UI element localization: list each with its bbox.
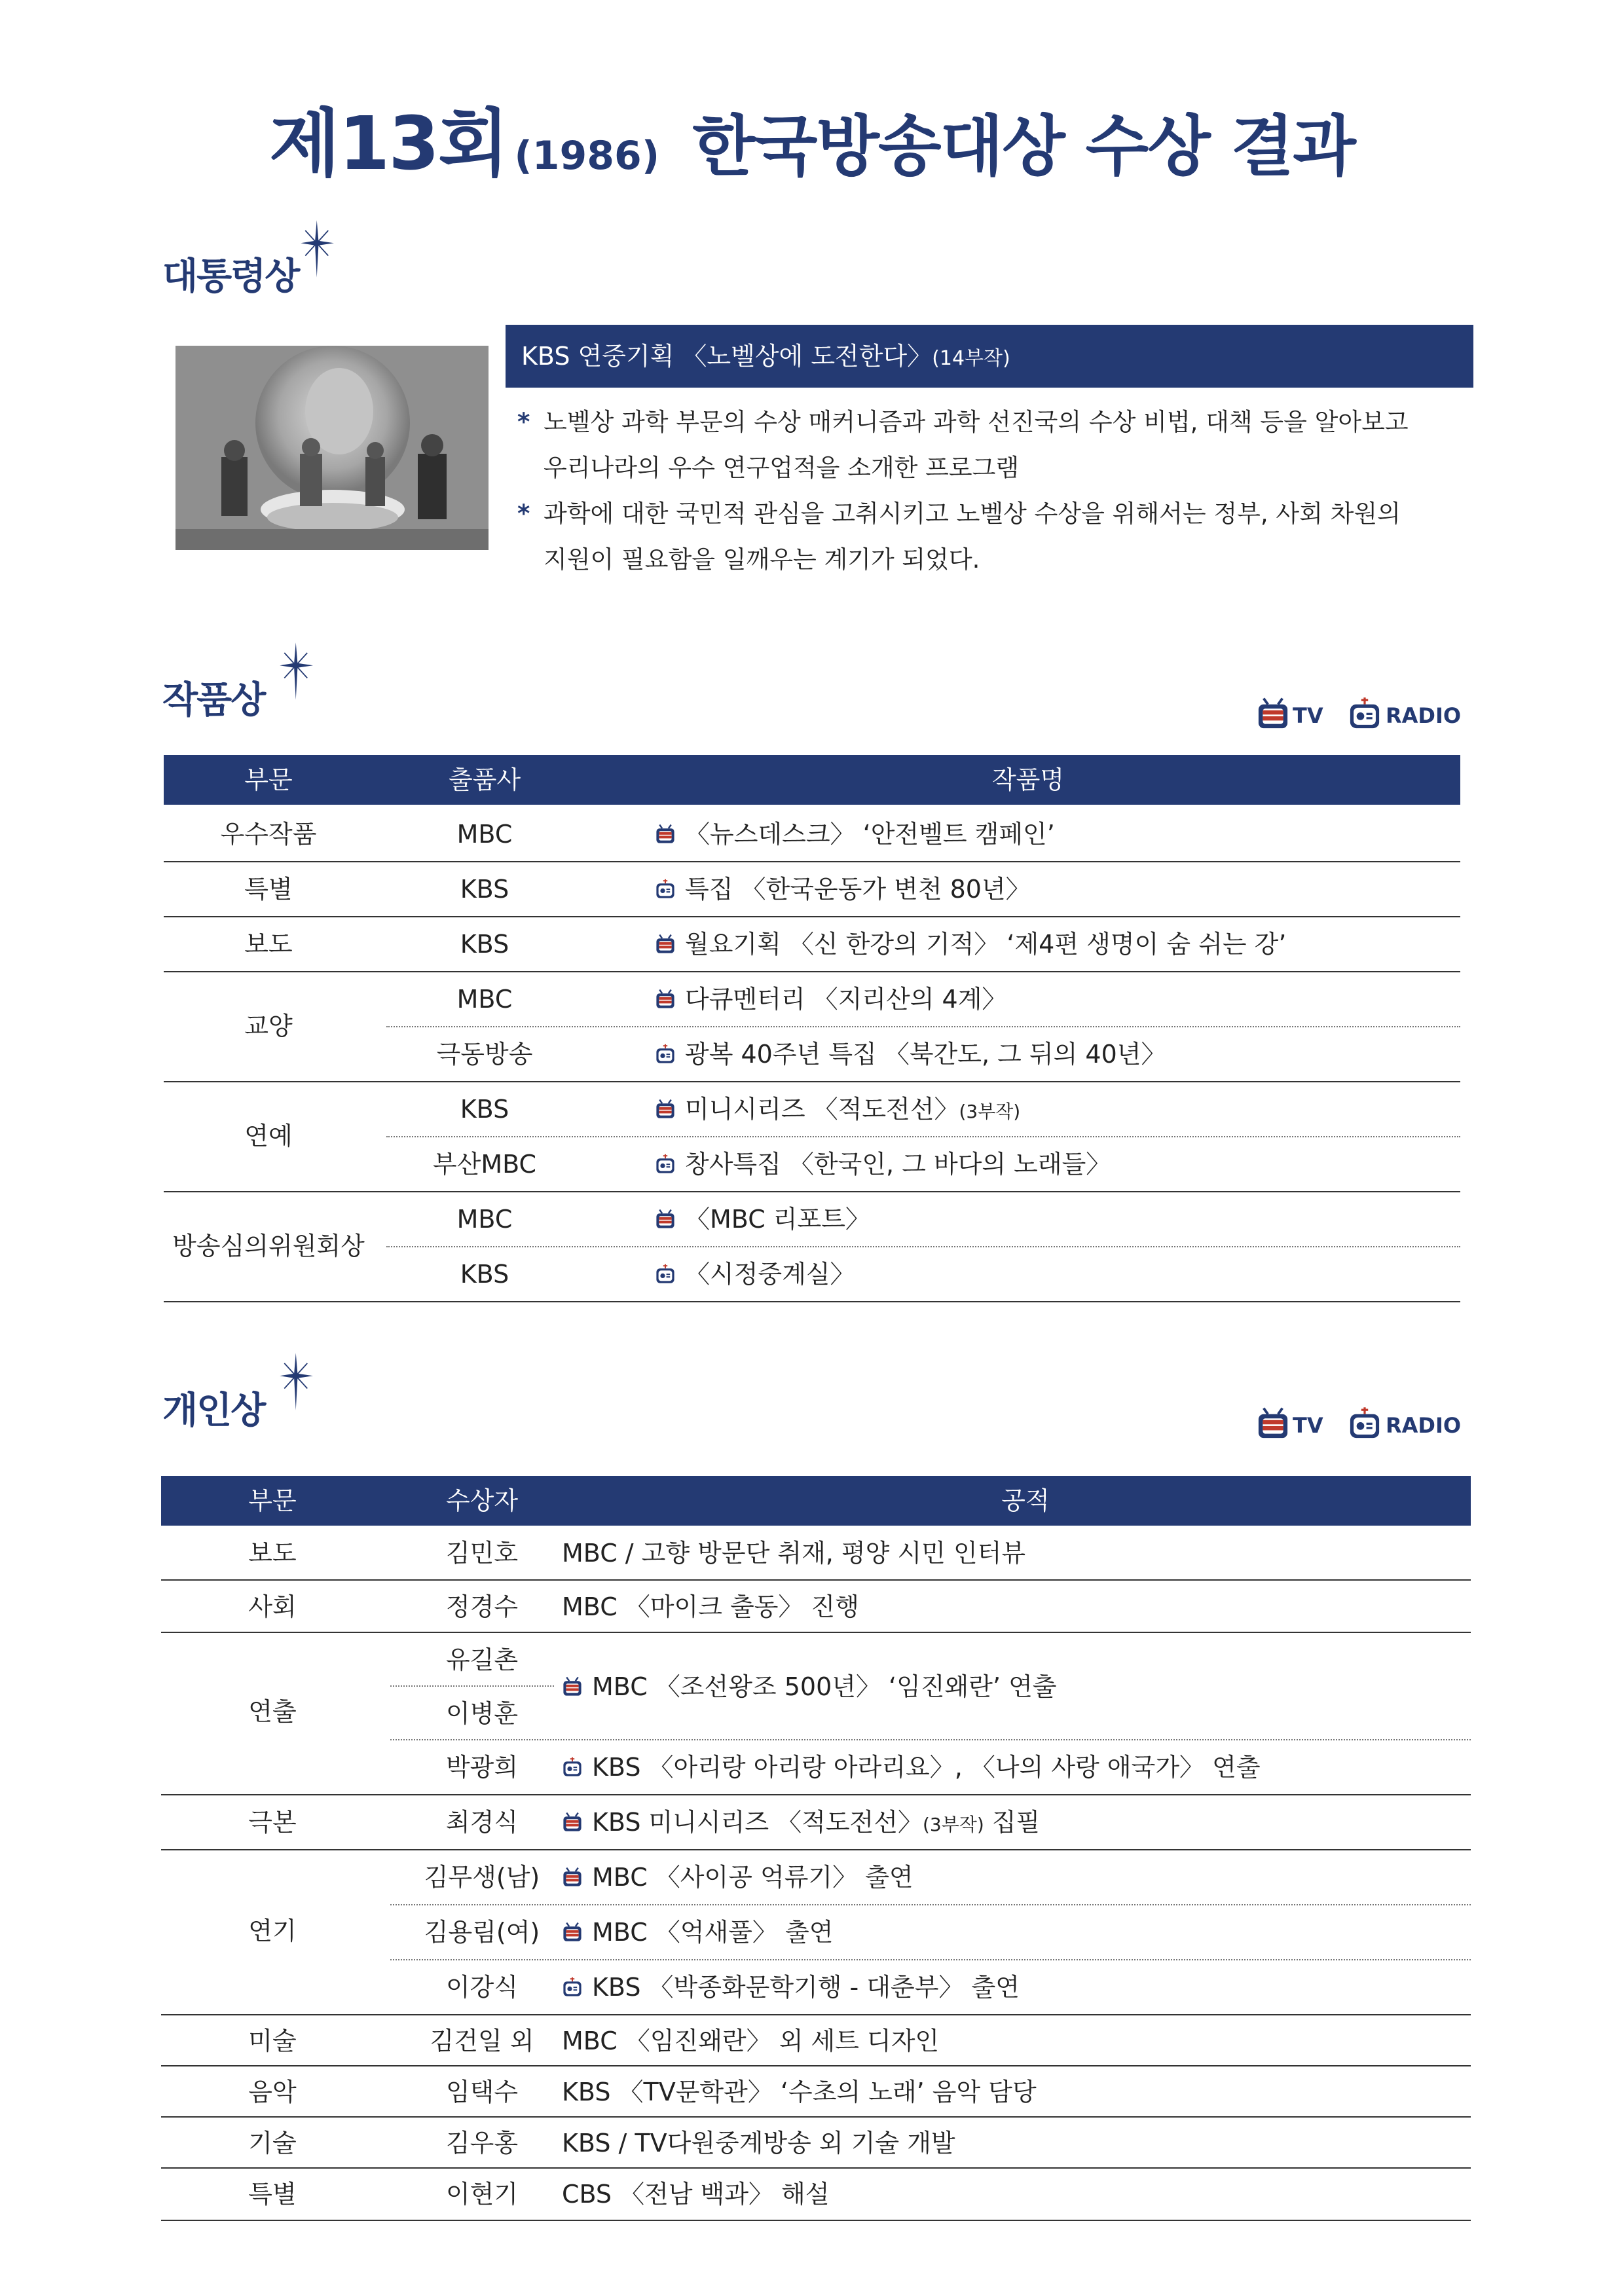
individual-achievement: KBS 〈TV문학관〉 ‘수초의 노래’ 음악 담당: [562, 2078, 1037, 2106]
works-category: 우수작품: [220, 820, 317, 849]
individual-achievement: MBC / 고향 방문단 취재, 평양 시민 인터뷰: [562, 1539, 1026, 1568]
individual-category: 연기: [248, 1917, 297, 1945]
individual-achievement: KBS 〈아리랑 아리랑 아라리요〉, 〈나의 사랑 애국가〉 연출: [562, 1740, 1261, 1794]
individual-achievement: KBS 〈박종화문학기행 - 대춘부〉 출연: [562, 1960, 1020, 2014]
works-category: 특별: [244, 875, 293, 904]
individual-winner: 이강식: [445, 1973, 519, 2002]
works-title: 〈뉴스데스크〉 ‘안전벨트 캠페인’: [655, 807, 1055, 861]
individual-winner: 이현기: [445, 2180, 519, 2209]
individual-achievement: MBC 〈임진왜란〉 외 세트 디자인: [562, 2027, 940, 2055]
header-title: 작품명: [991, 765, 1065, 794]
tv-icon: [562, 1676, 583, 1697]
program-photo: [175, 346, 489, 550]
individual-achievement: MBC 〈조선왕조 500년〉 ‘임진왜란’ 연출: [562, 1660, 1057, 1714]
page-title: [0, 85, 1624, 191]
individual-winner: 유길촌: [445, 1645, 519, 1674]
works-title: 〈시정중계실〉: [655, 1247, 855, 1301]
works-company: MBC: [456, 985, 513, 1014]
individual-category: 특별: [248, 2180, 297, 2209]
legend-tv-label: TV: [1293, 703, 1323, 728]
works-title: 미니시리즈 〈적도전선〉(3부작): [655, 1082, 1020, 1136]
individual-winner: 김건일 외: [430, 2027, 534, 2055]
header-achievement: 공적: [1001, 1486, 1050, 1515]
works-company: MBC: [456, 1205, 513, 1234]
photo-illustration: [175, 346, 489, 550]
individual-winner: 임택수: [445, 2078, 519, 2106]
individual-heading: 개인상: [162, 1389, 265, 1432]
works-category: 방송심의위원회상: [172, 1232, 365, 1260]
individual-achievement: CBS 〈전남 백과〉 해설: [562, 2180, 830, 2209]
tv-icon: [655, 824, 676, 845]
legend-radio-label: RADIO: [1386, 703, 1462, 728]
individual-category: 극본: [248, 1808, 297, 1837]
works-company: MBC: [456, 820, 513, 849]
works-title: 〈MBC 리포트〉: [655, 1192, 870, 1246]
works-company: KBS: [460, 1095, 509, 1124]
tv-icon: [562, 1867, 583, 1888]
row-divider: [161, 1632, 1471, 1633]
radio-icon: [655, 879, 676, 900]
tv-icon: [1256, 1406, 1290, 1441]
legend-radio-label: RADIO: [1386, 1413, 1462, 1438]
radio-icon: [1348, 1406, 1382, 1441]
individual-winner: 김무생(남): [424, 1863, 540, 1892]
individual-achievement: KBS / TV다원중계방송 외 기술 개발: [562, 2129, 955, 2157]
individual-winner: 박광희: [445, 1753, 519, 1782]
individual-winner: 최경식: [445, 1808, 519, 1837]
tv-icon: [1256, 697, 1290, 731]
works-company: KBS: [460, 1260, 509, 1289]
individual-category: 연출: [248, 1697, 297, 1726]
works-category: 연예: [244, 1122, 293, 1150]
radio-icon: [562, 1757, 583, 1778]
title-main: 제13회: [269, 101, 508, 187]
works-category: 보도: [244, 930, 293, 959]
tv-icon: [655, 934, 676, 955]
individual-achievement: MBC 〈마이크 출동〉 진행: [562, 1592, 859, 1621]
works-table-header: [164, 755, 1460, 805]
individual-winner: 김우홍: [445, 2129, 519, 2157]
sparkle-icon: [267, 642, 313, 701]
description-bullet: * 노벨상 과학 부문의 수상 매커니즘과 과학 선진국의 수상 비법, 대책 등을 알아보고 우리나라의 우수 연구업적을 소개한 프로그램: [517, 408, 1409, 482]
row-divider: [164, 1301, 1460, 1302]
title-year: (1986): [514, 133, 660, 179]
works-company: 극동방송: [436, 1040, 533, 1069]
individual-winner: 이병훈: [445, 1699, 519, 1728]
individual-category: 미술: [248, 2027, 297, 2055]
works-company: KBS: [460, 875, 509, 904]
radio-icon: [655, 1264, 676, 1285]
grand-prize-entry-bar: [506, 325, 1473, 388]
legend-tv-label: TV: [1293, 1413, 1323, 1438]
header-company: 출품사: [448, 765, 521, 794]
individual-achievement: MBC 〈억새풀〉 출연: [562, 1905, 833, 1959]
individual-category: 음악: [248, 2078, 297, 2106]
tv-icon: [562, 1922, 583, 1943]
header-category: 부문: [248, 1486, 297, 1515]
tv-icon: [655, 1209, 676, 1230]
grand-prize-entry-note: (14부작): [932, 347, 1010, 370]
individual-winner: 김민호: [445, 1539, 519, 1568]
individual-achievement: KBS 미니시리즈 〈적도전선〉(3부작) 집필: [562, 1795, 1040, 1849]
individual-achievement: MBC 〈사이공 억류기〉 출연: [562, 1850, 913, 1904]
title-rest: 한국방송대상 수상 결과: [692, 108, 1355, 185]
grand-prize-heading: 대통령상: [162, 255, 299, 298]
radio-icon: [655, 1044, 676, 1065]
sparkle-icon: [288, 219, 334, 278]
radio-icon: [1348, 697, 1382, 731]
header-winner: 수상자: [445, 1486, 519, 1515]
works-category: 교양: [244, 1012, 293, 1040]
works-title: 광복 40주년 특집 〈북간도, 그 뒤의 40년〉: [655, 1027, 1166, 1081]
radio-icon: [655, 1154, 676, 1175]
header-category: 부문: [244, 765, 293, 794]
works-company: 부산MBC: [432, 1150, 537, 1179]
individual-category: 보도: [248, 1539, 297, 1568]
works-title: 특집 〈한국운동가 변천 80년〉: [655, 862, 1031, 916]
row-divider: [161, 2220, 1471, 2221]
grand-prize-entry: KBS 연중기획 〈노벨상에 도전한다〉: [521, 342, 932, 371]
works-title: 창사특집 〈한국인, 그 바다의 노래들〉: [655, 1137, 1111, 1191]
tv-icon: [655, 1099, 676, 1120]
works-title: 월요기획 〈신 한강의 기적〉 ‘제4편 생명이 숨 쉬는 강’: [655, 917, 1286, 971]
sparkle-icon: [267, 1352, 313, 1411]
tv-icon: [562, 1812, 583, 1833]
individual-category: 사회: [248, 1592, 297, 1621]
works-heading: 작품상: [162, 679, 265, 722]
grand-prize-description: [517, 399, 1473, 583]
radio-icon: [562, 1977, 583, 1998]
individual-winner: 김용림(여): [424, 1918, 540, 1947]
works-company: KBS: [460, 930, 509, 959]
tv-icon: [655, 989, 676, 1010]
works-title: 다큐멘터리 〈지리산의 4계〉: [655, 972, 1006, 1026]
individual-table-header: [161, 1476, 1471, 1526]
description-bullet: * 과학에 대한 국민적 관심을 고취시키고 노벨상 수상을 위해서는 정부, 사회 차원의 지원이 필요함을 일깨우는 계기가 되었다.: [517, 500, 1401, 574]
individual-winner: 정경수: [445, 1592, 519, 1621]
individual-category: 기술: [248, 2129, 297, 2157]
